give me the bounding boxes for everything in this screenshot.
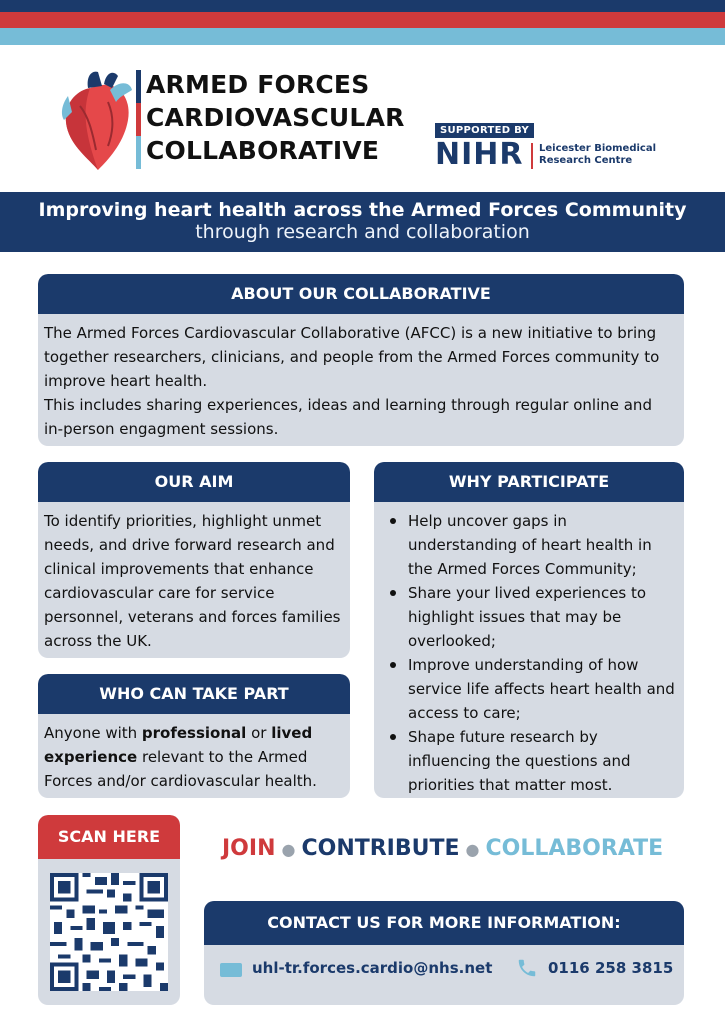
nihr-wordmark: NIHR bbox=[435, 137, 524, 172]
nihr-centre-name bbox=[539, 143, 669, 167]
aim-body: To identify priorities, highlight unmet needs, and drive forward research and clinical improvements that enhance cardiovascular care for service personnel, veterans and forces families across the UK. bbox=[44, 512, 341, 650]
supported-by-label: SUPPORTED BY bbox=[435, 123, 534, 138]
why-item-4: Shape future research by influencing the questions and priorities that matter most. bbox=[388, 725, 676, 797]
why-item-2: Share your lived experiences to highlight issues that may be overlooked; bbox=[388, 581, 676, 653]
aim-card bbox=[38, 462, 350, 658]
tagline-dot-2: ● bbox=[465, 840, 480, 859]
why-list bbox=[374, 509, 684, 797]
about-heading: ABOUT OUR COLLABORATIVE bbox=[38, 274, 684, 314]
why-item-1: Help uncover gaps in understanding of heart health in the Armed Forces Community; bbox=[388, 509, 676, 581]
contact-phone-link[interactable]: 0116 258 3815 bbox=[548, 959, 674, 977]
why-body bbox=[374, 502, 684, 797]
title-line-2: CARDIOVASCULAR bbox=[146, 103, 405, 132]
scan-card bbox=[38, 815, 180, 1005]
top-stripe-red bbox=[0, 12, 725, 28]
scan-heading: SCAN HERE bbox=[38, 815, 180, 859]
who-text-a: Anyone with bbox=[44, 724, 142, 742]
top-stripe-navy bbox=[0, 0, 725, 12]
banner-subline: through research and collaboration bbox=[195, 221, 530, 243]
nihr-separator bbox=[531, 143, 533, 169]
nihr-centre-line-1: Leicester Biomedical bbox=[539, 143, 657, 154]
title-line-1: ARMED FORCES bbox=[146, 70, 370, 99]
about-body bbox=[38, 314, 684, 441]
who-bold-lived: lived experience bbox=[44, 724, 313, 766]
who-heading: WHO CAN TAKE PART bbox=[38, 674, 350, 714]
headline-banner bbox=[0, 192, 725, 252]
top-stripe-blue bbox=[0, 28, 725, 45]
about-card bbox=[38, 274, 684, 446]
contact-email-link[interactable]: uhl-tr.forces.cardio@nhs.net bbox=[252, 959, 493, 977]
qr-code[interactable] bbox=[50, 873, 168, 991]
about-paragraph-1: The Armed Forces Cardiovascular Collaborative (AFCC) is a new initiative to bring together researchers, clinicians, and people from the Armed Forces community to improve heart health. bbox=[44, 324, 660, 390]
contact-heading: CONTACT US FOR MORE INFORMATION: bbox=[204, 901, 684, 945]
banner-headline: Improving heart health across the Armed Forces Community bbox=[38, 199, 687, 221]
collaborative-title bbox=[146, 68, 405, 167]
logo-color-bars bbox=[136, 70, 142, 170]
nihr-logo bbox=[435, 123, 665, 173]
title-line-3: COLLABORATIVE bbox=[146, 136, 380, 165]
why-heading: WHY PARTICIPATE bbox=[374, 462, 684, 502]
who-text-b: or bbox=[246, 724, 272, 742]
heart-logo-icon bbox=[58, 66, 134, 172]
tagline-collaborate: COLLABORATE bbox=[485, 836, 664, 861]
tagline-join: JOIN bbox=[222, 836, 276, 861]
contact-card bbox=[204, 901, 684, 1005]
tagline bbox=[222, 836, 663, 861]
why-item-3: Improve understanding of how service life affects heart health and access to care; bbox=[388, 653, 676, 725]
tagline-dot-1: ● bbox=[281, 840, 296, 859]
who-body bbox=[38, 714, 350, 793]
tagline-contribute: CONTRIBUTE bbox=[301, 836, 460, 861]
who-text-c: relevant to the Armed Forces and/or cardiovascular health. bbox=[44, 748, 317, 790]
who-bold-professional: professional bbox=[141, 724, 247, 742]
nihr-centre-line-2: Research Centre bbox=[539, 155, 633, 166]
aim-heading: OUR AIM bbox=[38, 462, 350, 502]
who-card bbox=[38, 674, 350, 798]
phone-icon bbox=[516, 957, 538, 979]
mail-icon bbox=[220, 963, 242, 977]
why-card bbox=[374, 462, 684, 798]
about-paragraph-2: This includes sharing experiences, ideas and learning through regular online and in-person engagment sessions. bbox=[44, 396, 652, 438]
